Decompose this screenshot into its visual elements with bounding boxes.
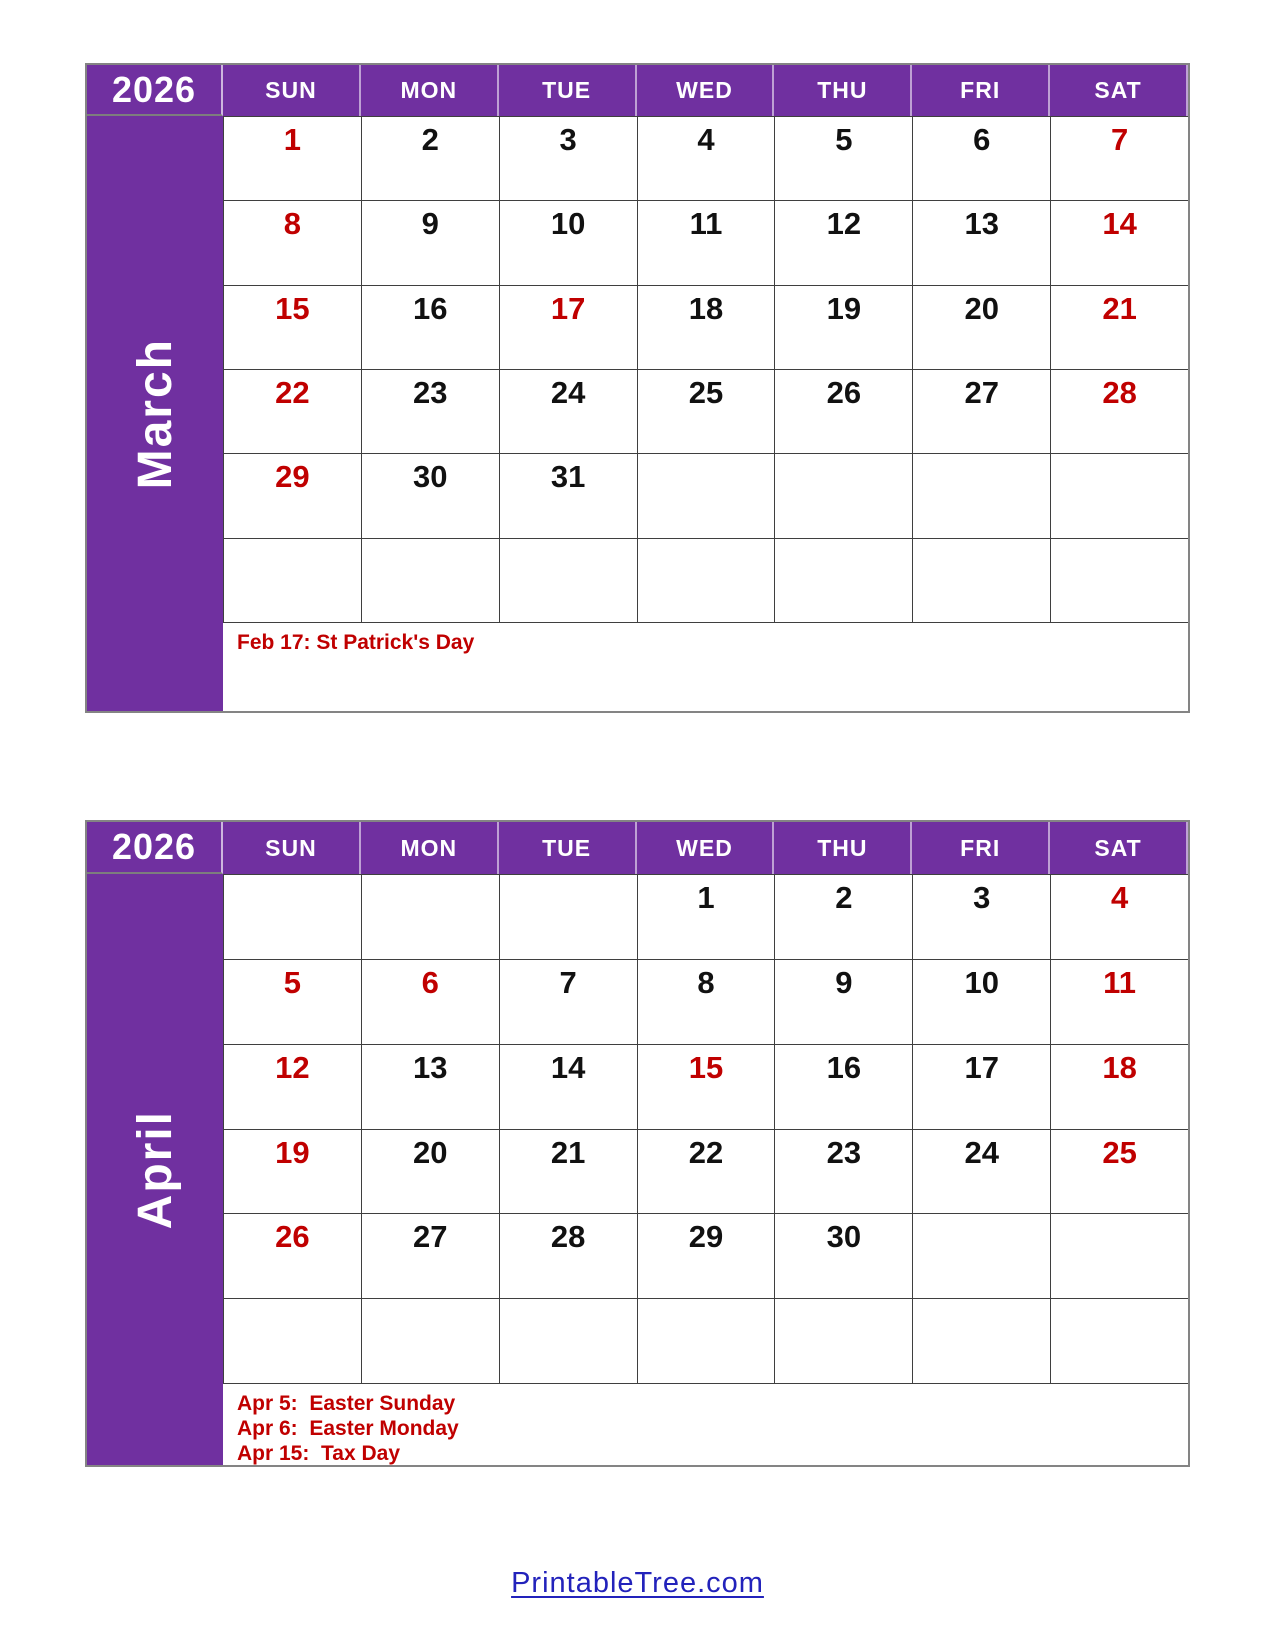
date-cell-empty: [223, 1298, 361, 1383]
date-cell-april-17: 17: [912, 1044, 1050, 1129]
date-cell-april-18: 18: [1050, 1044, 1188, 1129]
date-cell-april-1: 1: [637, 874, 775, 959]
date-cell-empty: [912, 1213, 1050, 1298]
weekday-header-mon: MON: [361, 65, 499, 116]
date-cell-april-4: 4: [1050, 874, 1188, 959]
date-cell-march-10: 10: [499, 200, 637, 284]
date-cell-march-16: 16: [361, 285, 499, 369]
date-cell-march-25: 25: [637, 369, 775, 453]
date-cell-march-21: 21: [1050, 285, 1188, 369]
month-name-label: April: [128, 1109, 182, 1230]
weekday-header-sun: SUN: [223, 822, 361, 874]
date-cell-april-3: 3: [912, 874, 1050, 959]
date-cell-april-14: 14: [499, 1044, 637, 1129]
date-cell-march-6: 6: [912, 116, 1050, 200]
date-cell-empty: [361, 1298, 499, 1383]
date-cell-march-3: 3: [499, 116, 637, 200]
date-cell-march-9: 9: [361, 200, 499, 284]
date-cell-empty: [637, 1298, 775, 1383]
calendar-april: [85, 820, 1190, 1467]
date-cell-march-1: 1: [223, 116, 361, 200]
date-cell-april-8: 8: [637, 959, 775, 1044]
date-cell-empty: [774, 1298, 912, 1383]
weekday-header-sun: SUN: [223, 65, 361, 116]
weekday-header-thu: THU: [774, 822, 912, 874]
date-cell-march-29: 29: [223, 453, 361, 537]
date-cell-empty: [223, 874, 361, 959]
date-cell-april-9: 9: [774, 959, 912, 1044]
holiday-note: Apr 15: Tax Day: [237, 1442, 401, 1465]
date-cell-march-28: 28: [1050, 369, 1188, 453]
site-link[interactable]: PrintableTree.com: [511, 1567, 764, 1599]
weekday-header-fri: FRI: [912, 65, 1050, 116]
date-cell-april-19: 19: [223, 1129, 361, 1214]
date-cell-empty: [774, 453, 912, 537]
date-cell-march-5: 5: [774, 116, 912, 200]
year-badge-march: 2026: [87, 65, 223, 116]
date-cell-april-22: 22: [637, 1129, 775, 1214]
date-cell-march-2: 2: [361, 116, 499, 200]
month-sidebar-march: [87, 116, 223, 711]
weekday-header-tue: TUE: [499, 822, 637, 874]
date-cell-april-2: 2: [774, 874, 912, 959]
holiday-notes-april: [223, 1383, 1188, 1465]
date-cell-march-13: 13: [912, 200, 1050, 284]
weekday-header-wed: WED: [637, 65, 775, 116]
date-cell-empty: [361, 874, 499, 959]
year-badge-april: 2026: [87, 822, 223, 874]
date-cell-april-26: 26: [223, 1213, 361, 1298]
date-cell-empty: [774, 538, 912, 622]
site-footer: [0, 1567, 1275, 1600]
weekday-header-sat: SAT: [1050, 822, 1188, 874]
date-cell-march-19: 19: [774, 285, 912, 369]
month-name-label: March: [128, 337, 182, 490]
date-cell-empty: [912, 453, 1050, 537]
date-cell-empty: [499, 538, 637, 622]
weekday-header-fri: FRI: [912, 822, 1050, 874]
date-cell-empty: [223, 538, 361, 622]
date-cell-empty: [912, 1298, 1050, 1383]
date-cell-april-20: 20: [361, 1129, 499, 1214]
date-cell-april-30: 30: [774, 1213, 912, 1298]
date-cell-march-14: 14: [1050, 200, 1188, 284]
date-cell-empty: [361, 538, 499, 622]
holiday-note: Apr 5: Easter Sunday: [237, 1392, 456, 1415]
date-cell-march-18: 18: [637, 285, 775, 369]
date-cell-april-25: 25: [1050, 1129, 1188, 1214]
date-cell-march-26: 26: [774, 369, 912, 453]
holiday-note: Feb 17: St Patrick's Day: [237, 631, 475, 654]
date-cell-april-5: 5: [223, 959, 361, 1044]
date-cell-april-12: 12: [223, 1044, 361, 1129]
date-cell-march-30: 30: [361, 453, 499, 537]
date-cell-march-27: 27: [912, 369, 1050, 453]
date-cell-april-28: 28: [499, 1213, 637, 1298]
date-cell-april-29: 29: [637, 1213, 775, 1298]
date-cell-march-24: 24: [499, 369, 637, 453]
date-cell-april-21: 21: [499, 1129, 637, 1214]
weekday-header-tue: TUE: [499, 65, 637, 116]
date-cell-empty: [1050, 1213, 1188, 1298]
date-cell-empty: [637, 453, 775, 537]
date-cell-march-7: 7: [1050, 116, 1188, 200]
date-cell-april-11: 11: [1050, 959, 1188, 1044]
date-cell-march-4: 4: [637, 116, 775, 200]
date-cell-march-23: 23: [361, 369, 499, 453]
holiday-note: Apr 6: Easter Monday: [237, 1417, 459, 1440]
date-cell-march-17: 17: [499, 285, 637, 369]
date-cell-empty: [1050, 1298, 1188, 1383]
date-cell-march-22: 22: [223, 369, 361, 453]
date-cell-april-16: 16: [774, 1044, 912, 1129]
date-cell-empty: [499, 1298, 637, 1383]
date-cell-april-24: 24: [912, 1129, 1050, 1214]
date-cell-march-8: 8: [223, 200, 361, 284]
date-cell-march-12: 12: [774, 200, 912, 284]
weekday-header-wed: WED: [637, 822, 775, 874]
weekday-header-thu: THU: [774, 65, 912, 116]
date-cell-april-7: 7: [499, 959, 637, 1044]
date-cell-april-13: 13: [361, 1044, 499, 1129]
date-cell-april-10: 10: [912, 959, 1050, 1044]
calendar-march: [85, 63, 1190, 713]
date-cell-april-15: 15: [637, 1044, 775, 1129]
date-cell-march-20: 20: [912, 285, 1050, 369]
date-cell-empty: [1050, 453, 1188, 537]
date-cell-empty: [499, 874, 637, 959]
date-cell-empty: [912, 538, 1050, 622]
date-cell-march-15: 15: [223, 285, 361, 369]
holiday-notes-march: [223, 622, 1188, 711]
date-cell-empty: [1050, 538, 1188, 622]
date-cell-april-23: 23: [774, 1129, 912, 1214]
date-cell-april-6: 6: [361, 959, 499, 1044]
weekday-header-sat: SAT: [1050, 65, 1188, 116]
date-cell-march-11: 11: [637, 200, 775, 284]
date-cell-empty: [637, 538, 775, 622]
weekday-header-mon: MON: [361, 822, 499, 874]
date-cell-march-31: 31: [499, 453, 637, 537]
date-cell-april-27: 27: [361, 1213, 499, 1298]
month-sidebar-april: [87, 874, 223, 1465]
